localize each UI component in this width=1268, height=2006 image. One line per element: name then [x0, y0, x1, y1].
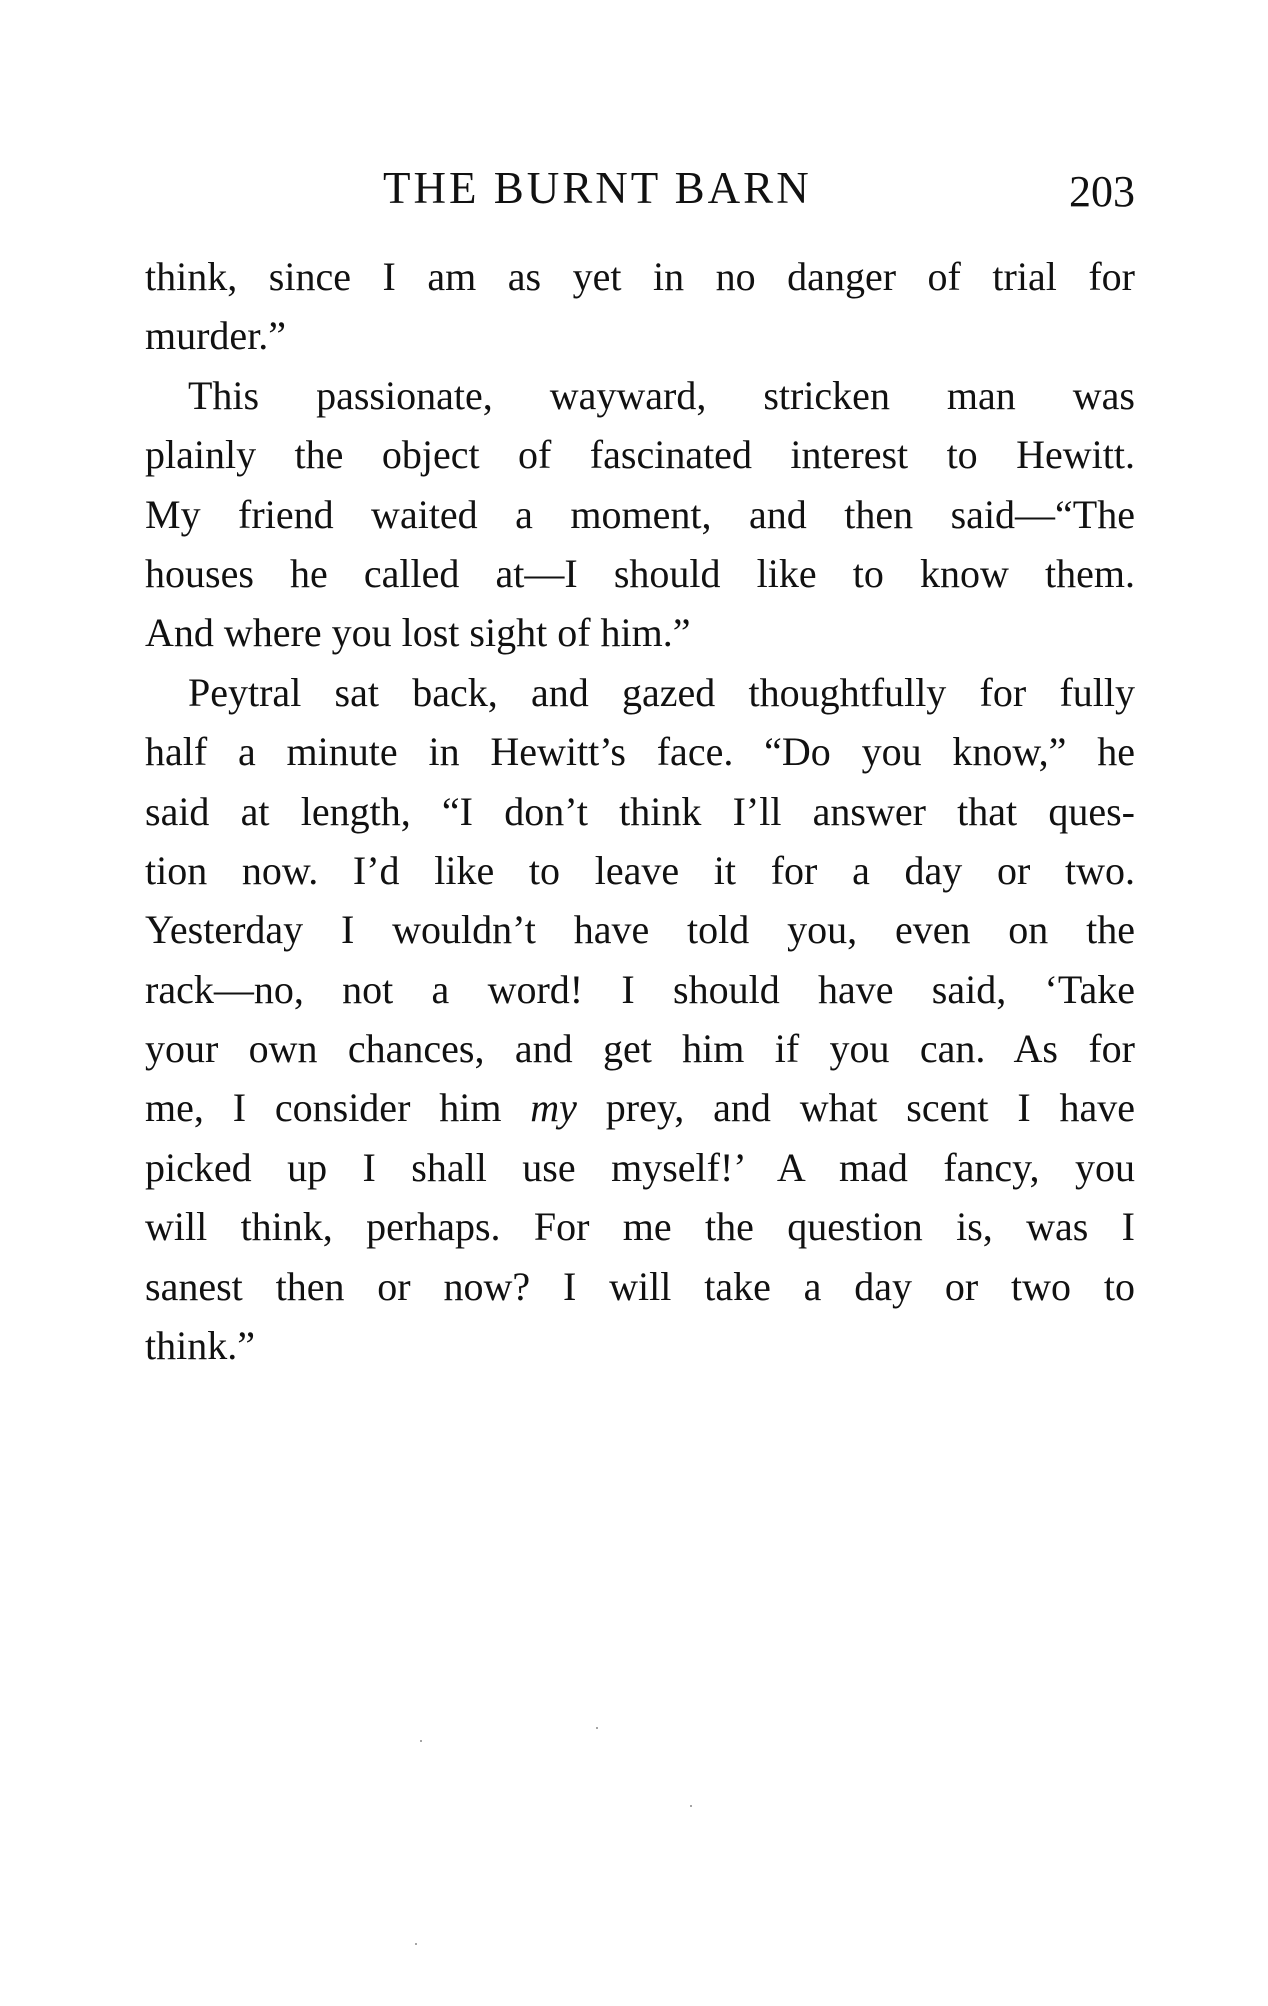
text-line: sanest then or now? I will take a day or two to	[145, 1263, 1135, 1309]
text-line: said at length, “I don’t think I’ll answer that ques-	[145, 788, 1135, 834]
text-line: think, since I am as yet in no danger of trial for	[145, 254, 1135, 299]
paper-speck	[690, 1805, 692, 1807]
text-line: will think, perhaps. For me the question is, was I	[145, 1204, 1135, 1250]
text-segment: prey, and what scent I have	[605, 1085, 1135, 1131]
text-line: Yesterday I wouldn’t have told you, even on the	[145, 907, 1135, 953]
paragraph-start-line: This passionate, wayward, stricken man was	[188, 372, 1135, 418]
text-line: murder.”	[145, 313, 287, 359]
text-line: rack—no, not a word! I should have said, ‘Take	[145, 966, 1135, 1012]
text-line: picked up I shall use myself!’ A mad fancy, you	[145, 1144, 1135, 1190]
text-line: plainly the object of fascinated interest to Hewitt.	[145, 432, 1135, 478]
running-head	[145, 158, 1135, 218]
text-segment: me, I consider him	[145, 1085, 502, 1131]
page-number: 203	[1069, 167, 1135, 216]
italic-word: my	[530, 1085, 577, 1131]
text-line-with-italic	[145, 1078, 1135, 1137]
paper-speck	[415, 1943, 417, 1945]
text-line: My friend waited a moment, and then said—“The	[145, 491, 1135, 537]
text-line: your own chances, and get him if you can. As for	[145, 1026, 1135, 1072]
text-line: houses he called at—I should like to know them.	[145, 550, 1135, 596]
body-text	[145, 247, 1135, 1375]
paper-speck	[596, 1727, 598, 1729]
running-title: THE BURNT BARN	[383, 163, 812, 213]
text-line: And where you lost sight of him.”	[145, 610, 691, 656]
paragraph-start-line: Peytral sat back, and gazed thoughtfully for fully	[188, 669, 1135, 715]
paper-speck	[420, 1740, 422, 1742]
text-line: think.”	[145, 1323, 255, 1369]
text-line: tion now. I’d like to leave it for a day or two.	[145, 847, 1135, 893]
text-line: half a minute in Hewitt’s face. “Do you know,” he	[145, 729, 1135, 775]
